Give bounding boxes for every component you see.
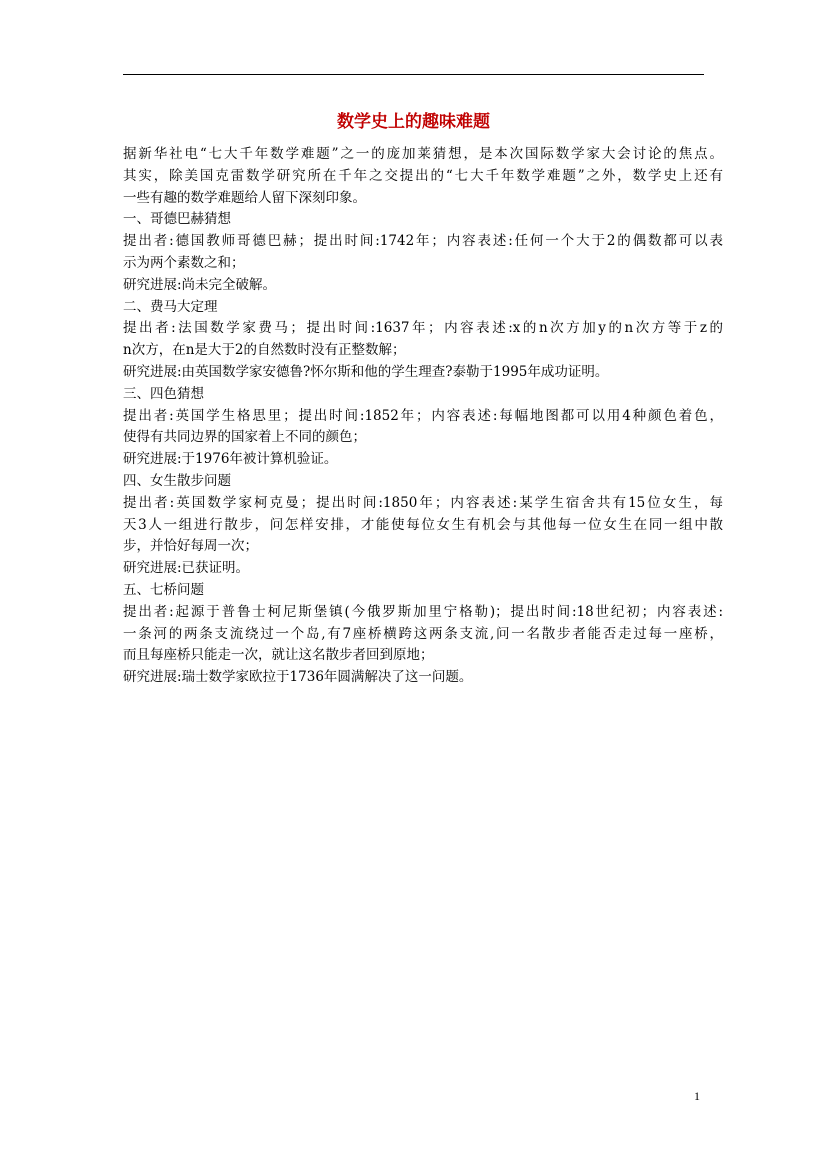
section-heading-goldbach: 一、哥德巴赫猜想 [123,211,231,228]
document-title: 数学史上的趣味难题 [337,112,490,132]
section-heading-schoolgirl: 四、女生散步问题 [123,472,231,489]
section-heading-fermat: 二、费马大定理 [123,298,218,315]
section-heading-seven-bridges: 五、七桥问题 [123,581,204,598]
body-line: 提出者:起源于普鲁士柯尼斯堡镇(今俄罗斯加里宁格勒)；提出时间:18世纪初；内容表述: [123,603,723,620]
page-number: 1 [694,1089,700,1103]
body-line: 步，并恰好每周一次； [123,538,258,555]
body-line: 研究进展:于1976年被计算机验证。 [123,451,338,468]
body-line: 研究进展:瑞士数学家欧拉于1736年圆满解决了这一问题。 [123,669,473,686]
body-line: 提出者:德国教师哥德巴赫；提出时间:1742年；内容表述:任何一个大于2的偶数都可以表 [123,233,723,250]
body-line: 示为两个素数之和； [123,254,245,271]
body-line: 一些有趣的数学难题给人留下深刻印象。 [123,189,366,206]
body-line: 研究进展:已获证明。 [123,560,250,577]
body-line: 提出者:英国数学家柯克曼；提出时间:1850年；内容表述:某学生宿舍共有15位女生，每 [123,494,723,511]
body-line: 提出者:英国学生格思里；提出时间:1852年；内容表述:每幅地图都可以用4种颜色着色， [123,407,723,424]
header-rule [123,74,704,75]
body-line: n次方，在n是大于2的自然数时没有正整数解； [123,342,406,359]
body-line: 研究进展:由英国数学家安德鲁?怀尔斯和他的学生理查?泰勒于1995年成功证明。 [123,363,609,380]
body-line: 天3人一组进行散步，问怎样安排，才能使每位女生有机会与其他每一位女生在同一组中散 [123,516,723,533]
section-heading-four-color: 三、四色猜想 [123,385,204,402]
body-line: 据新华社电“七大千年数学难题”之一的庞加莱猜想，是本次国际数学家大会讨论的焦点。 [123,146,723,162]
body-line: 提出者:法国数学家费马；提出时间:1637年；内容表述:x的n次方加y的n次方等于z的 [123,320,723,337]
body-line: 研究进展:尚未完全破解。 [123,276,277,293]
body-line: 而且每座桥只能走一次，就让这名散步者回到原地； [123,647,434,664]
body-line: 一条河的两条支流绕过一个岛,有7座桥横跨这两条支流,问一名散步者能否走过每一座桥， [123,625,723,642]
body-line: 其实，除美国克雷数学研究所在千年之交提出的“七大千年数学难题”之外，数学史上还有 [123,167,723,184]
document-body [123,144,723,689]
body-line: 使得有共同边界的国家着上不同的颜色； [123,429,366,446]
